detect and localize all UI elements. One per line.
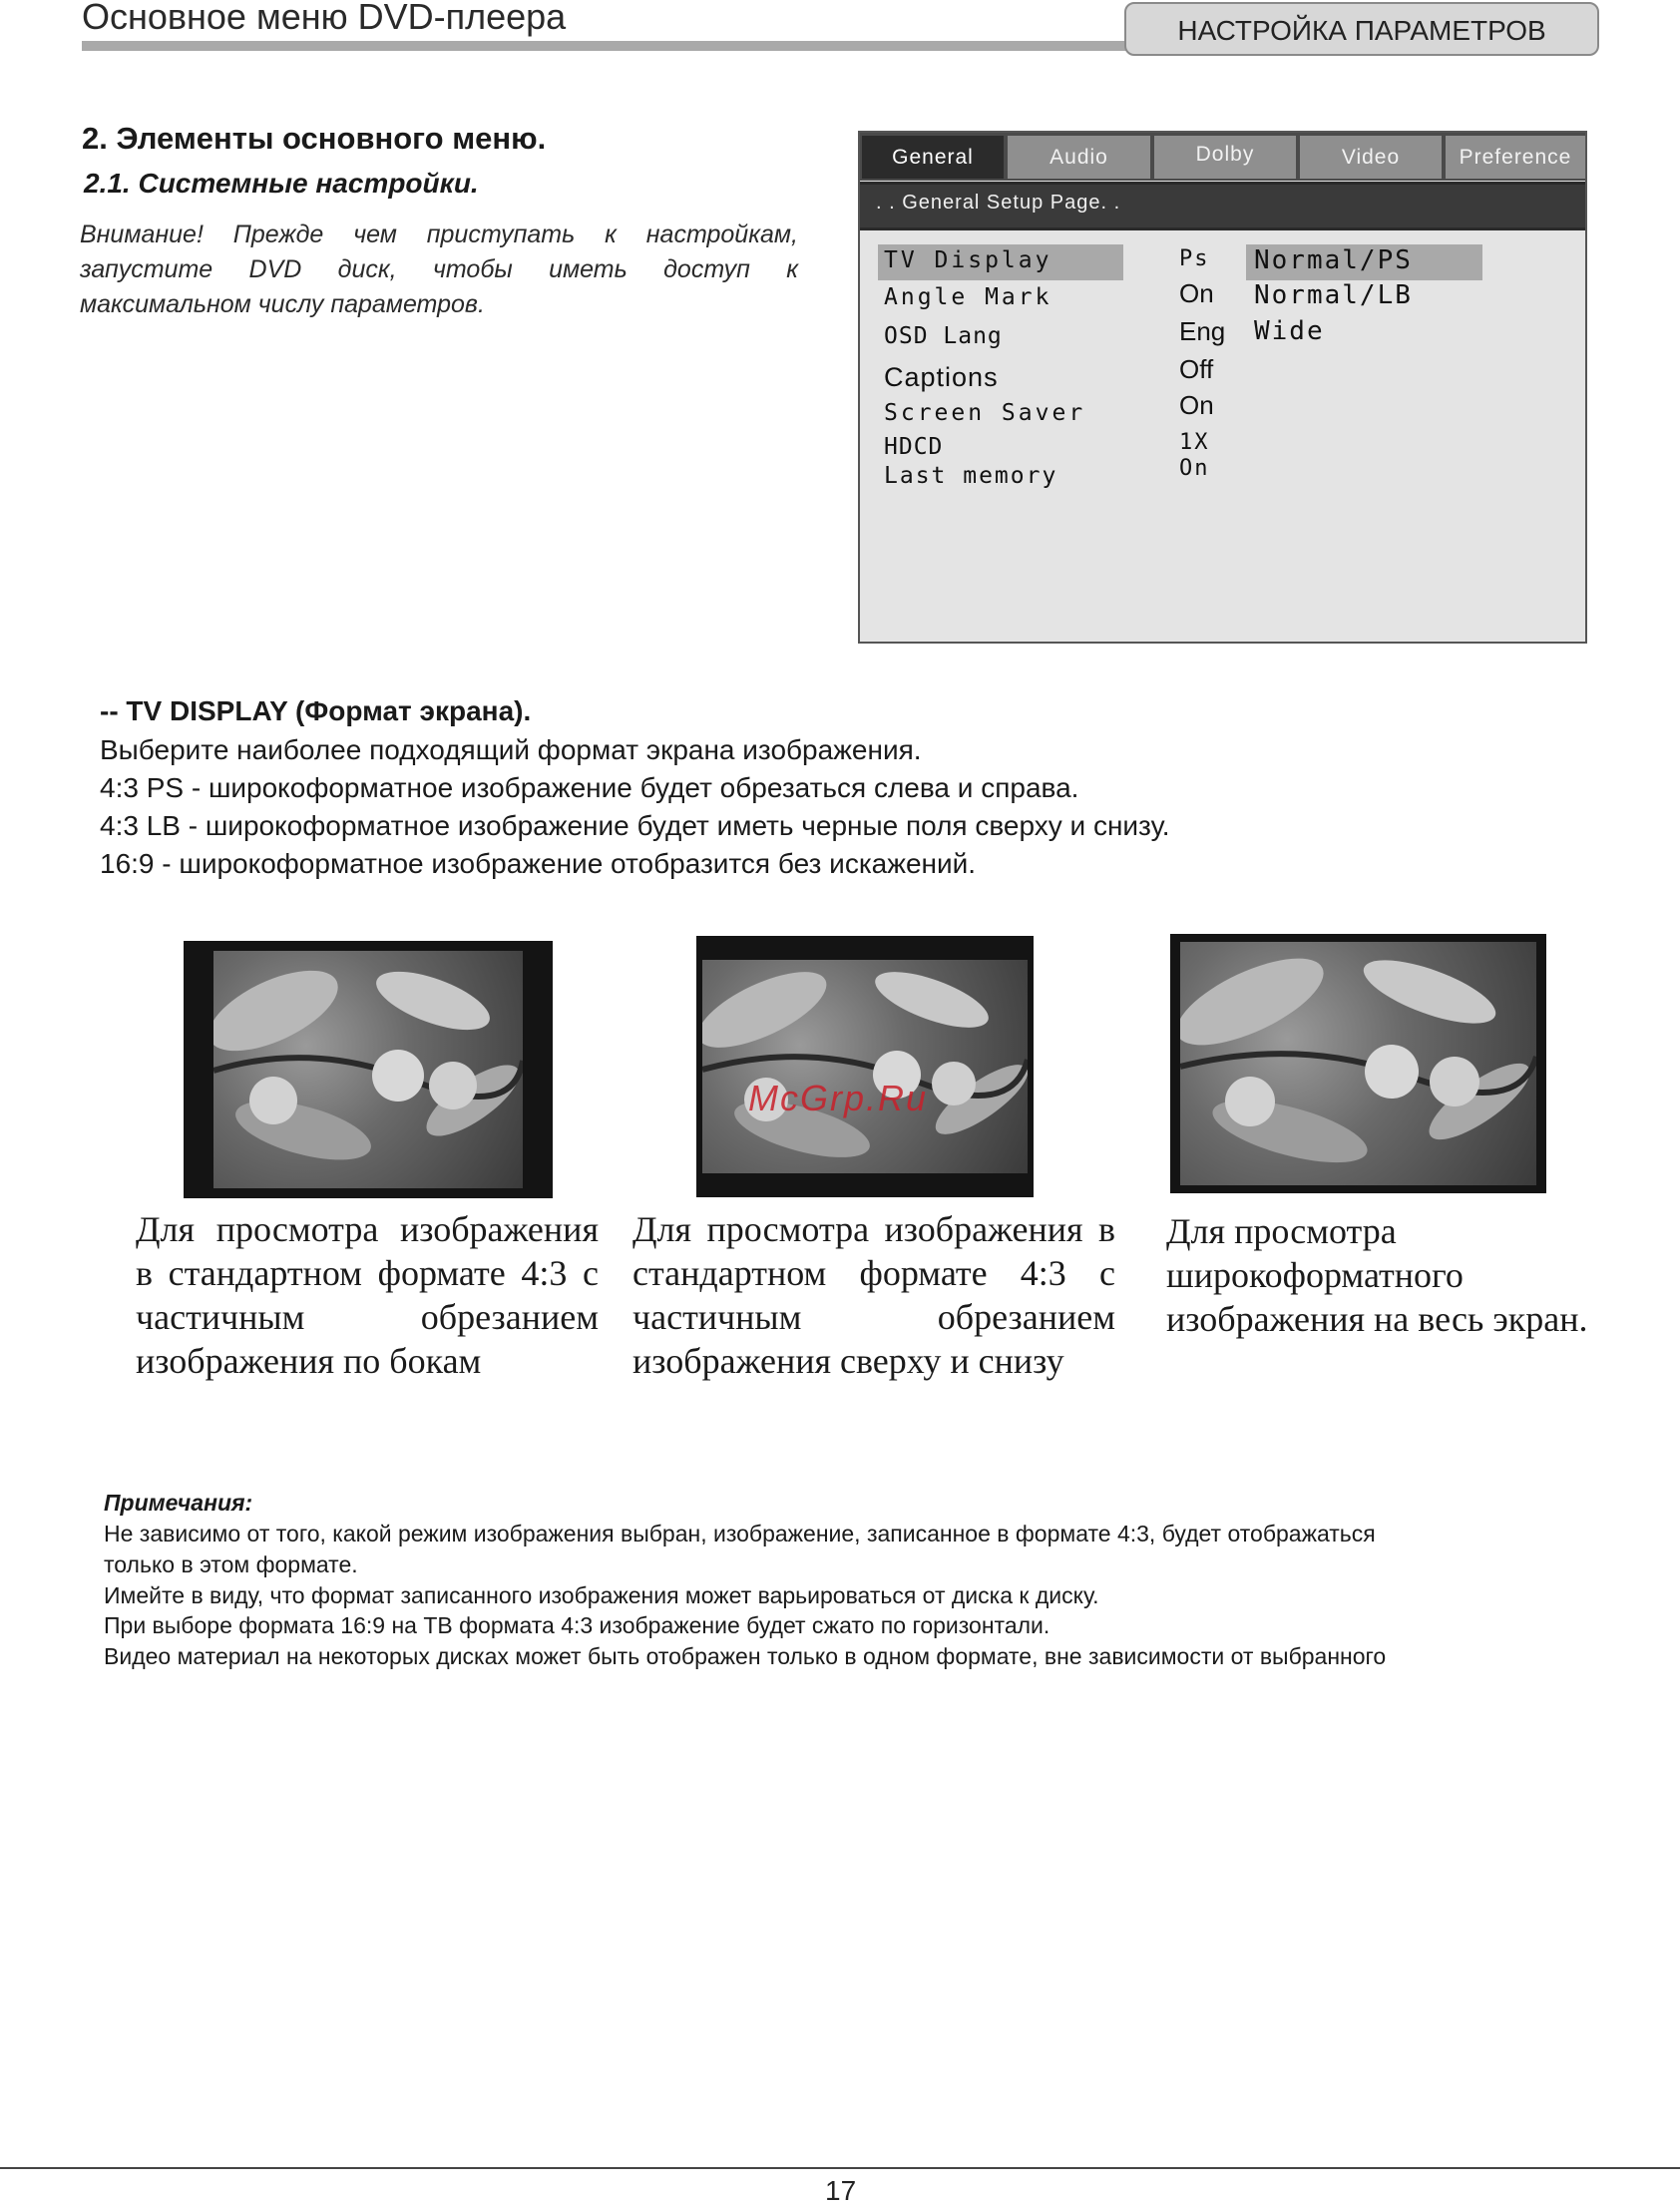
watermark: McGrp.Ru <box>748 1078 929 1118</box>
page-title: Основное меню DVD-плеера <box>82 0 567 37</box>
osd-item-captions[interactable]: Captions <box>884 362 999 392</box>
note-line: Имейте в виду, что формат записанного изображения может варьироваться от диска к диску. <box>104 1582 1099 1608</box>
subsection-heading: 2.1. Системные настройки. <box>84 168 479 199</box>
apple-tree-photo <box>213 951 523 1188</box>
note-line: Не зависимо от того, какой режим изображения выбран, изображение, записанное в формате 4:3, будет отображаться <box>104 1521 1376 1546</box>
osd-tab-audio[interactable]: Audio <box>1008 136 1150 179</box>
image-frame-lb <box>696 936 1034 1197</box>
section-tab: НАСТРОЙКА ПАРАМЕТРОВ <box>1124 2 1599 56</box>
osd-page-title-text: . . General Setup Page. . <box>876 192 1121 214</box>
osd-option-normal-ps[interactable]: Normal/PS <box>1254 245 1413 275</box>
osd-item-screen-saver[interactable]: Screen Saver <box>884 400 1086 426</box>
tv-display-line: 4:3 LB - широкоформатное изображение будет иметь черные поля сверху и снизу. <box>100 810 1170 841</box>
osd-page-title <box>860 182 1585 230</box>
notes-title: Примечания: <box>104 1490 253 1516</box>
tv-display-title: -- TV DISPLAY (Формат экрана). <box>100 695 532 726</box>
osd-value-tv-display: Ps <box>1179 246 1210 271</box>
tv-display-line: 4:3 PS - широкоформатное изображение будет обрезаться слева и справа. <box>100 772 1079 803</box>
osd-item-angle-mark[interactable]: Angle Mark <box>884 284 1052 310</box>
osd-tab-video[interactable]: Video <box>1300 136 1442 179</box>
osd-tab-preference[interactable]: Preference <box>1446 136 1585 179</box>
osd-value-osd-lang: Eng <box>1179 316 1226 346</box>
image-caption-ps: Для просмотра изображения в стандартном формате 4:3 с частичным обрезанием изображения по бокам <box>136 1209 599 1381</box>
note-line: Видео материал на некоторых дисках может быть отображен только в одном формате, вне зависимости от выбранного <box>104 1643 1387 1669</box>
image-caption-lb: Для просмотра изображения в стандартном формате 4:3 с частичным обрезанием изображения сверху и снизу <box>632 1209 1115 1381</box>
osd-value-last-memory: On <box>1179 456 1210 481</box>
osd-tab-bar <box>860 133 1585 181</box>
osd-value-hdcd: 1X <box>1179 430 1210 455</box>
tv-display-line: Выберите наиболее подходящий формат экрана изображения. <box>100 734 922 765</box>
osd-setup-menu <box>858 131 1587 644</box>
apple-tree-photo <box>702 960 1028 1173</box>
osd-tab-dolby[interactable]: Dolby <box>1154 136 1296 179</box>
osd-tab-general[interactable]: General <box>862 136 1004 179</box>
osd-value-captions: Off <box>1179 354 1214 384</box>
osd-option-wide[interactable]: Wide <box>1254 316 1325 346</box>
tv-display-line: 16:9 - широкоформатное изображение отобразится без искажений. <box>100 848 977 879</box>
apple-tree-photo <box>1180 942 1536 1185</box>
note-line: При выборе формата 16:9 на ТВ формата 4:3 изображение будет сжато по горизонтали. <box>104 1612 1050 1638</box>
osd-value-screen-saver: On <box>1179 390 1214 420</box>
osd-item-last-memory[interactable]: Last memory <box>884 463 1058 489</box>
footer-divider <box>0 2167 1680 2169</box>
image-frame-ps <box>184 941 553 1198</box>
header-divider <box>82 41 1129 51</box>
osd-option-normal-lb[interactable]: Normal/LB <box>1254 280 1413 310</box>
section-heading: 2. Элементы основного меню. <box>82 121 547 156</box>
image-caption-wide: Для просмотра широкоформатного изображения на весь экран. <box>1166 1211 1588 1339</box>
osd-item-hdcd[interactable]: HDCD <box>884 434 944 460</box>
note-line: только в этом формате. <box>104 1551 358 1577</box>
osd-value-angle-mark: On <box>1179 278 1214 308</box>
warning-text: Внимание! Прежде чем приступать к настройкам, запустите DVD диск, чтобы иметь доступ к максимальном числу параметров. <box>80 221 798 318</box>
osd-item-osd-lang[interactable]: OSD Lang <box>884 323 1003 349</box>
page-number: 17 <box>825 2175 857 2206</box>
osd-item-tv-display[interactable]: TV Display <box>884 247 1052 273</box>
image-frame-wide <box>1170 934 1546 1193</box>
